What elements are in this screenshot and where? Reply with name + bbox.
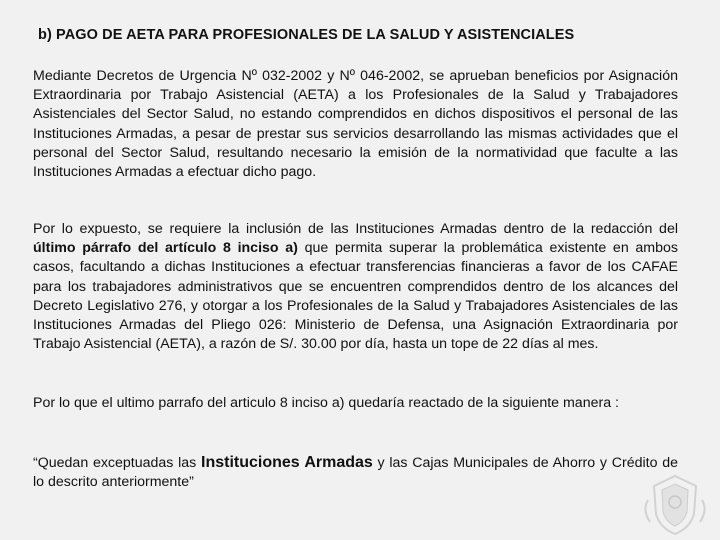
paragraph-quote [33,453,678,492]
quote-text-start: “Quedan exceptuadas las [33,455,201,471]
paragraph-decrees: Mediante Decretos de Urgencia Nº 032-2002 y Nº 046-2002, se aprueban beneficios por Asignación Extraordinaria por Trabajo Asistencial (AETA) a los Profesionales de la Salud y Trabajadores Asistenciales del Sector Salud, no estando comprendidos en dichos dispositivos el personal de las Instituciones Armadas, a pesar de prestar sus servicios desarrollando las mismas actividades que el personal del Sector Salud, resultando necesario la emisión de la normatividad que faculte a las Instituciones Armadas a efectuar dicho pago. [33,68,678,181]
section-heading: b) PAGO DE AETA PARA PROFESIONALES DE LA SALUD Y ASISTENCIALES [38,27,575,43]
paragraph-conclusion: Por lo que el ultimo parrafo del articulo 8 inciso a) quedaría reactado de la siguiente manera : [33,395,619,411]
paragraph-proposal-emphasis: último párrafo del artículo 8 inciso a) [33,240,298,257]
quote-emphasis: Instituciones Armadas [201,454,373,471]
quote-text-end: y las Cajas Municipales de Ahorro y Crédito de lo descrito anteriormente” [33,455,678,491]
paragraph-proposal-text-start: Por lo expuesto, se requiere la inclusión de las Instituciones Armadas dentro de la redacción del [33,221,678,237]
paragraph-proposal-text-end: que permita superar la problemática existente en ambos casos, facultando a dichas Instituciones a efectuar transferencias financieras a favor de los CAFAE para los trabajadores administrativos que se encuentren comprendidos dentro de los alcances del Decreto Legislativo 276, y otorgar a los Profesionales de la Salud y Trabajadores Asistenciales de las Instituciones Armadas del Pliego 026: Ministerio de Defensa, una Asignación Extraordinaria por Trabajo Asistencial (AETA), a razón de S/. 30.00 por día, hasta un tope de 22 días al mes. [33,240,678,353]
paragraph-proposal [33,220,678,354]
coat-of-arms-icon [640,470,710,540]
